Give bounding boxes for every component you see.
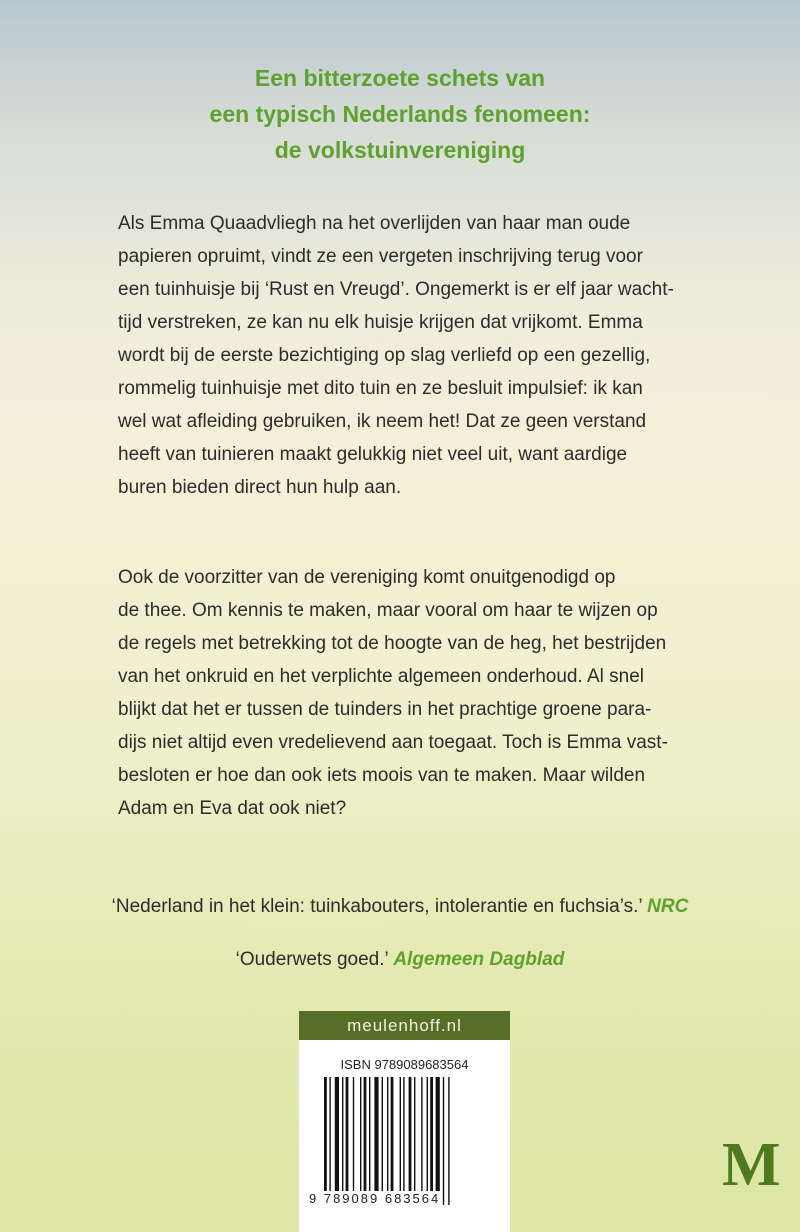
barcode-bar: [342, 1077, 343, 1205]
barcode-bar: [374, 1077, 378, 1205]
headline-line: Een bitterzoete schets van: [254, 65, 546, 91]
text-line: rommelig tuinhuisje met dito tuin en ze besluit impulsief: ik kan: [118, 378, 643, 399]
barcode-bar: [369, 1077, 370, 1205]
publisher-logo: M: [722, 1131, 781, 1199]
barcode-bar: [382, 1077, 383, 1205]
barcode-bar: [421, 1077, 422, 1205]
text-line: tijd verstreken, ze kan nu elk huisje krijgen dat vrijkomt. Emma: [118, 312, 643, 333]
barcode-digits: 9 789089 683564: [309, 1191, 441, 1206]
barcode-bar: [400, 1077, 401, 1205]
quote-text: ‘Nederland in het klein: tuinkabouters, intolerantie en fuchsia’s.’: [111, 896, 648, 917]
blurb-paragraph-1: [118, 207, 738, 504]
barcode: [324, 1077, 489, 1205]
quote-source: NRC: [647, 896, 689, 917]
text-line: de thee. Om kennis te maken, maar vooral om haar te wijzen op: [118, 600, 658, 621]
barcode-bar: [403, 1077, 404, 1205]
text-line: besloten er hoe dan ook iets moois van te maken. Maar wilden: [118, 765, 646, 786]
text-line: Als Emma Quaadvliegh na het overlijden van haar man oude: [118, 213, 631, 234]
barcode-bar: [387, 1077, 388, 1205]
text-line: Adam en Eva dat ook niet?: [118, 798, 347, 819]
barcode-bar: [443, 1077, 444, 1205]
isbn-label: ISBN 9789089683564: [340, 1057, 469, 1072]
barcode-bar: [353, 1077, 354, 1205]
headline-line: een typisch Nederlands fenomeen:: [209, 101, 591, 127]
headline-line: de volkstuinvereniging: [274, 137, 526, 163]
text-line: van het onkruid en het verplichte algemeen onderhoud. Al snel: [118, 666, 645, 687]
text-line: heeft van tuinieren maakt gelukkig niet veel uit, want aardige: [118, 444, 628, 465]
review-quote: [0, 896, 800, 918]
text-line: buren bieden direct hun hulp aan.: [118, 477, 402, 498]
text-line: papieren opruimt, vindt ze een vergeten inschrijving terug voor: [118, 246, 643, 267]
text-line: een tuinhuisje bij ‘Rust en Vreugd’. Ongemerkt is er elf jaar wacht-: [118, 279, 674, 300]
text-line: wel wat afleiding gebruiken, ik neem het! Dat ze geen verstand: [118, 411, 647, 432]
review-quote: [0, 949, 800, 971]
barcode-bar: [329, 1077, 330, 1205]
barcode-bar: [360, 1077, 361, 1205]
text-line: wordt bij de eerste bezichtiging op slag verliefd op een gezellig,: [118, 345, 651, 366]
barcode-bar: [414, 1077, 415, 1205]
quote-text: ‘Ouderwets goed.’: [235, 949, 394, 970]
quote-source: Algemeen Dagblad: [393, 949, 565, 970]
text-line: dijs niet altijd even vredelievend aan toegaat. Toch is Emma vast-: [118, 732, 668, 753]
barcode-bar: [391, 1077, 394, 1205]
headline: [0, 60, 800, 168]
text-line: Ook de voorzitter van de vereniging komt onuitgenodigd op: [118, 567, 616, 588]
barcode-bar: [427, 1077, 428, 1205]
barcode-bar: [364, 1077, 367, 1205]
blurb-paragraph-2: [118, 561, 738, 825]
barcode-bar: [324, 1077, 327, 1205]
barcode-bar: [430, 1077, 433, 1205]
barcode-bar: [409, 1077, 412, 1205]
barcode-box: [299, 1011, 510, 1232]
text-line: blijkt dat het er tussen de tuinders in het prachtige groene para-: [118, 699, 652, 720]
barcode-bar: [335, 1077, 339, 1205]
publisher-website: meulenhoff.nl: [299, 1011, 510, 1040]
barcode-bar: [448, 1077, 449, 1205]
barcode-bar: [436, 1077, 440, 1205]
text-line: de regels met betrekking tot de hoogte van de heg, het bestrijden: [118, 633, 667, 654]
barcode-bar: [346, 1077, 349, 1205]
